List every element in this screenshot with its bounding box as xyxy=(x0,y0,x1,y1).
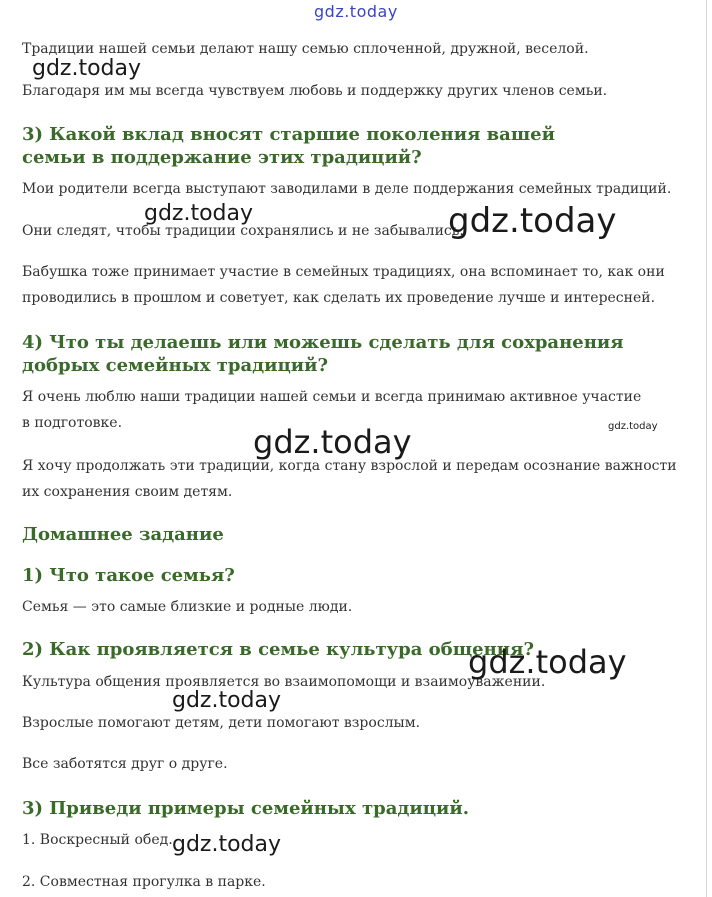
page-edge-line xyxy=(706,0,707,897)
paragraph-communication-culture: Культура общения проявляется во взаимопомощи и взаимоуважении. xyxy=(22,674,546,690)
paragraph-traditions-unite: Традиции нашей семьи делают нашу семью сплоченной, дружной, веселой. xyxy=(22,41,589,57)
paragraph-care: Все заботятся друг о друге. xyxy=(22,756,228,772)
homework-question-1-heading: 1) Что такое семья? xyxy=(22,565,235,586)
paragraph-love-traditions: Я очень люблю наши традиции нашей семьи и всегда принимаю активное участие в подготовке. xyxy=(22,389,642,431)
watermark-3: gdz.today xyxy=(448,201,617,241)
watermark-1: gdz.today xyxy=(32,56,142,81)
homework-question-3-heading: 3) Приведи примеры семейных традиций. xyxy=(22,798,469,819)
paragraph-parents-lead: Мои родители всегда выступают заводилами в деле поддержания семейных традиций. xyxy=(22,181,672,197)
list-item-park-walk: 2. Совместная прогулка в парке. xyxy=(22,874,266,890)
watermark-7: gdz.today xyxy=(172,688,282,713)
watermark-top: gdz.today xyxy=(314,2,398,21)
paragraph-continue-traditions: Я хочу продолжать эти традиции, когда стану взрослой и передам осознание важности их сохранения своим детям. xyxy=(22,458,677,500)
paragraph-family-definition: Семья — это самые близкие и родные люди. xyxy=(22,599,353,615)
paragraph-grandmother: Бабушка тоже принимает участие в семейных традициях, она вспоминает то, как они проводились в прошлом и советует, как сделать их проведение лучше и интересней. xyxy=(22,264,665,306)
paragraph-love-support: Благодаря им мы всегда чувствуем любовь и поддержку других членов семьи. xyxy=(22,83,608,99)
watermark-8: gdz.today xyxy=(172,832,282,857)
paragraph-keep-traditions: Они следят, чтобы традиции сохранялись и не забывались. xyxy=(22,223,464,239)
homework-question-2-heading: 2) Как проявляется в семье культура общения? xyxy=(22,639,534,660)
paragraph-mutual-help: Взрослые помогают детям, дети помогают взрослым. xyxy=(22,715,421,731)
watermark-6: gdz.today xyxy=(468,643,627,681)
homework-heading: Домашнее задание xyxy=(22,524,224,545)
question-3-heading: 3) Какой вклад вносят старшие поколения вашей семьи в поддержание этих традиций? xyxy=(22,124,555,168)
watermark-2: gdz.today xyxy=(144,201,254,226)
watermark-5: gdz.today xyxy=(608,421,658,432)
watermark-4: gdz.today xyxy=(253,423,412,461)
list-item-sunday-dinner: 1. Воскресный обед. xyxy=(22,832,173,848)
question-4-heading: 4) Что ты делаешь или можешь сделать для сохранения добрых семейных традиций? xyxy=(22,332,624,376)
